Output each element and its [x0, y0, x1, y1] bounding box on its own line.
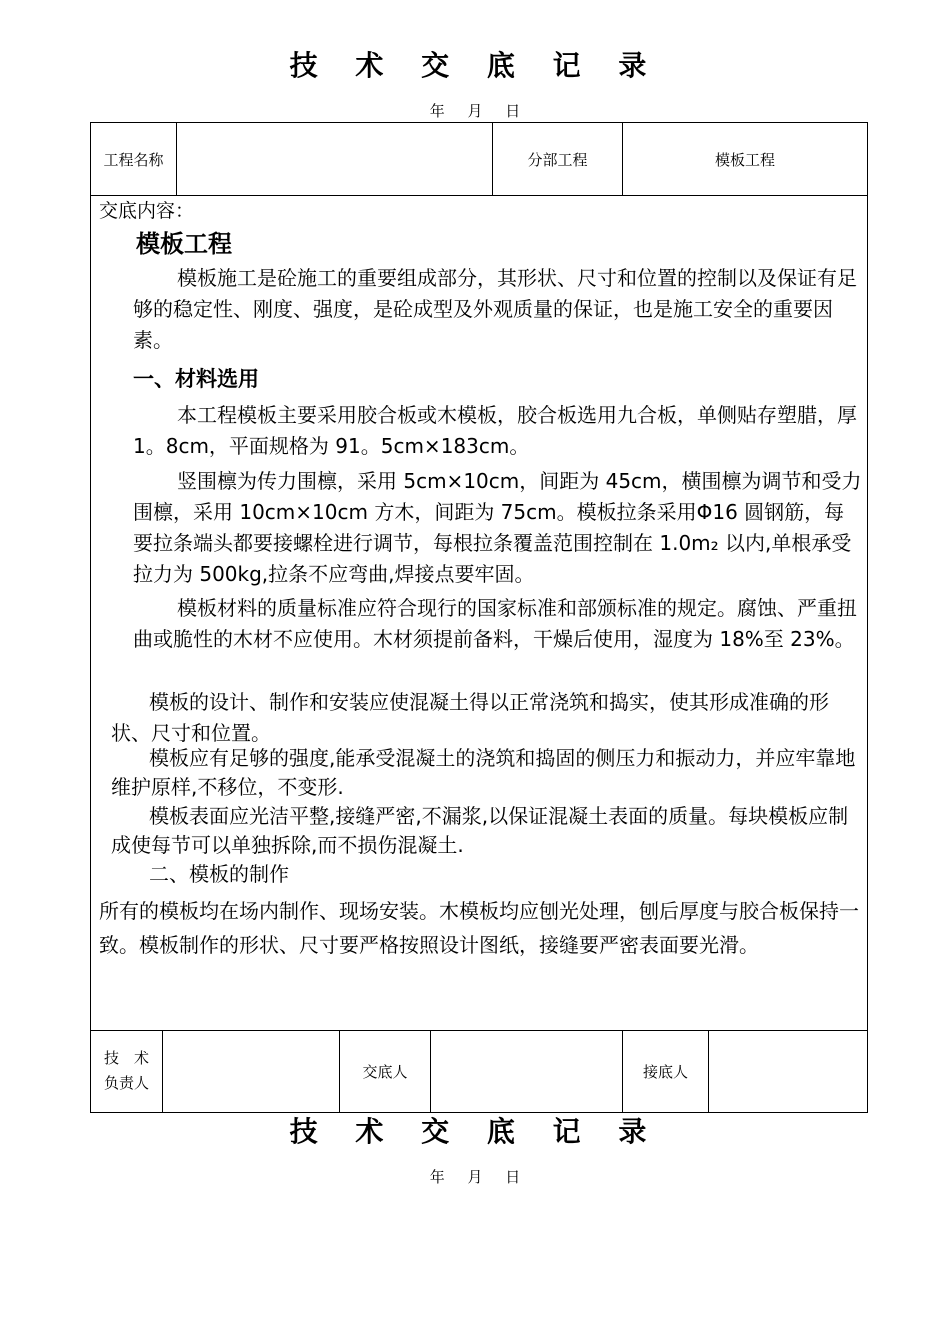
- receiver-signature-field[interactable]: [709, 1031, 867, 1111]
- section-1-title: 一、材料选用: [133, 367, 259, 391]
- date-line-page-2: 年 月 日: [429, 1168, 521, 1186]
- content-heading: 模板工程: [136, 230, 232, 258]
- date-line: 年 月 日: [429, 102, 521, 120]
- sub-project-value: 模板工程: [714, 150, 775, 169]
- receiver-label: 接底人: [642, 1062, 688, 1081]
- sub-project-label: 分部工程: [527, 150, 588, 169]
- tech-lead-label-line-1: 技 术: [103, 1049, 149, 1067]
- section-1-paragraph-5: 模板应有足够的强度,能承受混凝土的浇筑和捣固的侧压力和振动力，并应牢靠地维护原样,不移位，不变形.: [111, 746, 856, 799]
- section-1-paragraph-6: 模板表面应光洁平整,接缝严密,不漏浆,以保证混凝土表面的质量。每块模板应制成使每节可以单独拆除,而不损伤混凝土.: [111, 804, 849, 857]
- section-1-paragraph-1: 本工程模板主要采用胶合板或木模板，胶合板选用九合板，单侧贴存塑腊，厚 1。8cm，平面规格为 91。5cm×183cm。: [133, 403, 857, 458]
- section-2-paragraph-1: 所有的模板均在场内制作、现场安装。木模板均应刨光处理，刨后厚度与胶合板保持一致。模板制作的形状、尺寸要严格按照设计图纸，接缝要严密表面要光滑。: [99, 899, 859, 957]
- project-name-label: 工程名称: [103, 150, 164, 169]
- section-1-paragraph-3: 模板材料的质量标准应符合现行的国家标准和部颁标准的规定。腐蚀、严重扭曲或脆性的木材不应使用。木材须提前备料，干燥后使用，湿度为 18%至 23%。: [133, 596, 857, 651]
- document-title-page-2: 技 术 交 底 记 录: [289, 1115, 661, 1148]
- tech-lead-label: [91, 1031, 162, 1111]
- project-name-field[interactable]: [177, 123, 492, 195]
- discloser-signature-field[interactable]: [431, 1031, 622, 1111]
- document-title: 技 术 交 底 记 录: [289, 49, 661, 82]
- intro-paragraph: 模板施工是砼施工的重要组成部分，其形状、尺寸和位置的控制以及保证有足够的稳定性、刚度、强度，是砼成型及外观质量的保证，也是施工安全的重要因素。: [133, 266, 857, 352]
- discloser-label: 交底人: [362, 1062, 408, 1081]
- header-divider: [90, 195, 868, 196]
- tech-lead-signature-field[interactable]: [163, 1031, 339, 1111]
- tech-lead-label-line-2: 负责人: [103, 1074, 149, 1092]
- section-2-title: 二、模板的制作: [149, 862, 289, 886]
- section-1-paragraph-2: 竖围檩为传力围檩，采用 5cm×10cm，间距为 45cm，横围檩为调节和受力围檩，采用 10cm×10cm 方木，间距为 75cm。模板拉条采用Φ16 圆钢筋，每要拉条端头都要接螺栓进行调节，每根拉条覆盖范围控制在 1.0m₂ 以内,单根承受拉力为 500kg,拉条不应弯曲,焊接点要牢固。: [133, 469, 862, 586]
- section-1-paragraph-4: 模板的设计、制作和安装应使混凝土得以正常浇筑和捣实，使其形成准确的形状、尺寸和位置。: [111, 690, 829, 745]
- content-label: 交底内容：: [99, 200, 195, 222]
